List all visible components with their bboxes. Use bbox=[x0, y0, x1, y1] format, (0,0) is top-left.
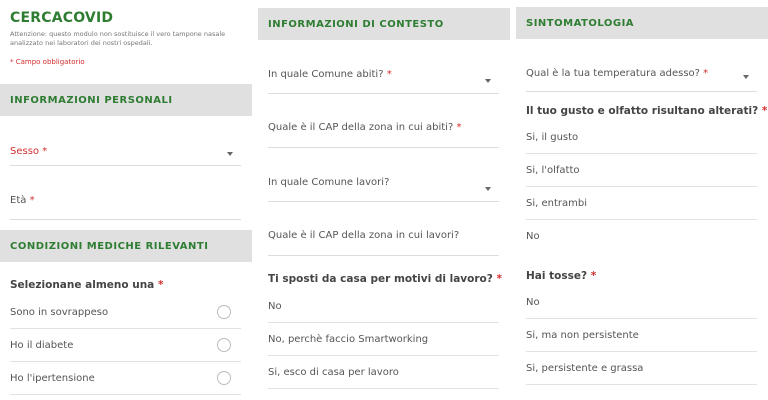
cough-option-not-persistent[interactable]: Si, ma non persistente bbox=[526, 319, 757, 352]
section-title: INFORMAZIONI DI CONTESTO bbox=[268, 19, 444, 30]
section-title: SINTOMATOLOGIA bbox=[526, 18, 635, 29]
work-question: Ti sposti da casa per motivi di lavoro? * bbox=[268, 273, 502, 285]
required-field-note: * Campo obbligatorio bbox=[10, 58, 85, 66]
app-title: CERCACOVID bbox=[10, 10, 114, 26]
work-option-smartworking[interactable]: No, perchè faccio Smartworking bbox=[268, 323, 499, 356]
radio-icon[interactable] bbox=[217, 305, 231, 319]
section-header-symptoms bbox=[516, 7, 768, 39]
column-personal bbox=[0, 0, 252, 400]
cough-question: Hai tosse? * bbox=[526, 270, 597, 282]
radio-icon[interactable] bbox=[217, 371, 231, 385]
taste-option-entrambi[interactable]: Si, entrambi bbox=[526, 187, 757, 220]
sex-select[interactable] bbox=[10, 130, 241, 166]
cap-lavori-field[interactable]: Quale è il CAP della zona in cui lavori? bbox=[268, 218, 499, 256]
age-label: Età * bbox=[10, 195, 35, 206]
chevron-down-icon bbox=[485, 187, 491, 191]
work-option-yes[interactable]: Si, esco di casa per lavoro bbox=[268, 356, 499, 389]
section-header-medical bbox=[0, 230, 252, 262]
option-hypertension[interactable]: Ho l'ipertensione bbox=[10, 362, 241, 395]
medical-question: Selezionane almeno una * bbox=[10, 279, 164, 291]
disclaimer-note: Attenzione: questo modulo non sostituisce il vero tampone nasale analizzato nei laboratori dei nostri ospedali. bbox=[10, 30, 226, 47]
column-context bbox=[258, 0, 510, 400]
taste-option-no[interactable]: No bbox=[526, 231, 540, 242]
section-title: INFORMAZIONI PERSONALI bbox=[10, 95, 173, 106]
radio-icon[interactable] bbox=[217, 338, 231, 352]
cough-option-persistent[interactable]: Si, persistente e grassa bbox=[526, 352, 757, 385]
chevron-down-icon bbox=[743, 75, 749, 79]
comune-abiti-select[interactable]: In quale Comune abiti? * bbox=[268, 58, 499, 94]
chevron-down-icon bbox=[485, 79, 491, 83]
section-header-personal bbox=[0, 84, 252, 116]
section-header-context bbox=[258, 8, 510, 40]
age-field[interactable] bbox=[10, 180, 241, 220]
taste-option-olfatto[interactable]: Si, l'olfatto bbox=[526, 154, 757, 187]
work-option-no[interactable]: No bbox=[268, 290, 499, 323]
sex-label: Sesso * bbox=[10, 146, 48, 157]
comune-lavori-select[interactable]: In quale Comune lavori? bbox=[268, 166, 499, 202]
section-title: CONDIZIONI MEDICHE RILEVANTI bbox=[10, 241, 209, 252]
column-symptoms bbox=[516, 0, 768, 400]
option-overweight[interactable]: Sono in sovrappeso bbox=[10, 296, 241, 329]
chevron-down-icon bbox=[227, 152, 233, 156]
cough-option-no[interactable]: No bbox=[526, 286, 757, 319]
taste-option-gusto[interactable]: Si, il gusto bbox=[526, 121, 757, 154]
option-diabetes[interactable]: Ho il diabete bbox=[10, 329, 241, 362]
temperature-select[interactable]: Qual è la tua temperatura adesso? * bbox=[526, 58, 757, 92]
taste-question: Il tuo gusto e olfatto risultano alterati? * bbox=[526, 105, 768, 117]
cap-abiti-field[interactable]: Quale è il CAP della zona in cui abiti? * bbox=[268, 110, 499, 148]
